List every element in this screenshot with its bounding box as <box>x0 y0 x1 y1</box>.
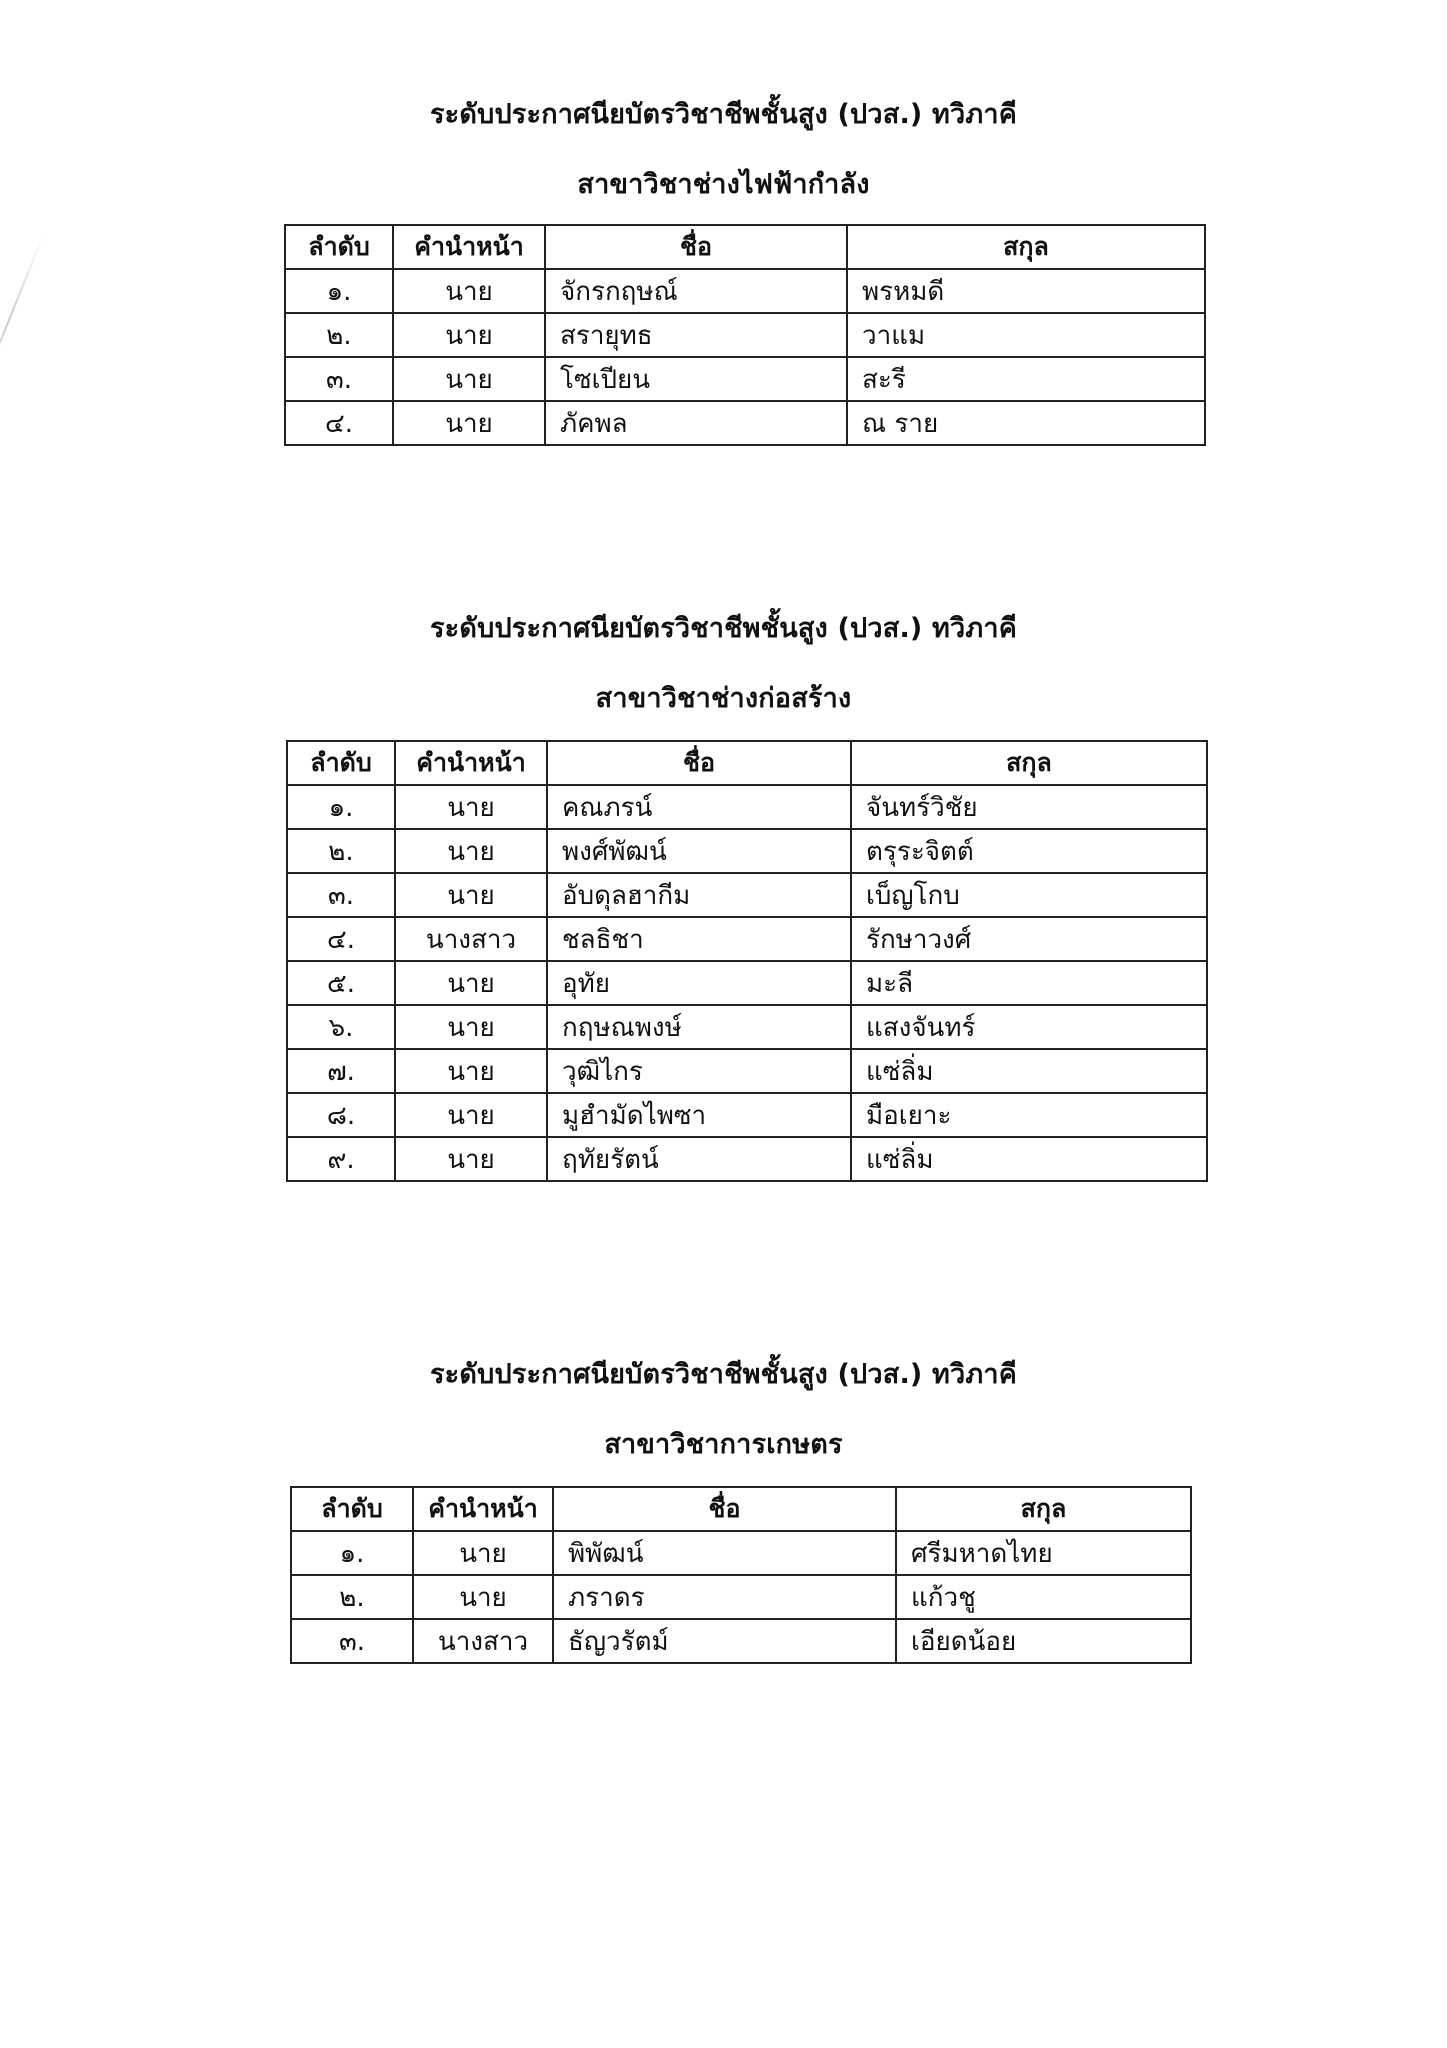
row-prefix: นาย <box>395 829 547 873</box>
row-prefix: นาย <box>395 1049 547 1093</box>
row-prefix: นาย <box>413 1575 553 1619</box>
row-first-name: วุฒิไกร <box>547 1049 851 1093</box>
table-row <box>287 829 1207 873</box>
row-index: ๔. <box>285 401 393 445</box>
row-index: ๒. <box>285 313 393 357</box>
row-last-name: พรหมดี <box>847 269 1205 313</box>
row-last-name: รักษาวงศ์ <box>851 917 1207 961</box>
row-last-name: ศรีมหาดไทย <box>896 1531 1191 1575</box>
section-1-level-heading: ระดับประกาศนียบัตรวิชาชีพชั้นสูง (ปวส.) ทวิภาคี <box>429 99 1018 130</box>
header-last-name: สกุล <box>847 225 1205 269</box>
table-row <box>287 1137 1207 1181</box>
table-row <box>287 785 1207 829</box>
section-1-table <box>284 224 1206 446</box>
table-row <box>287 1005 1207 1049</box>
row-prefix: นางสาว <box>395 917 547 961</box>
table-row <box>285 269 1205 313</box>
scan-artifact <box>0 236 44 404</box>
row-first-name: ฤทัยรัตน์ <box>547 1137 851 1181</box>
row-first-name: พิพัฒน์ <box>553 1531 896 1575</box>
row-index: ๒. <box>291 1575 413 1619</box>
table-header-row <box>291 1487 1191 1531</box>
row-last-name: แซ่ลิ่ม <box>851 1137 1207 1181</box>
table-row <box>287 873 1207 917</box>
row-first-name: กฤษณพงษ์ <box>547 1005 851 1049</box>
row-first-name: ภราดร <box>553 1575 896 1619</box>
table-header-row <box>287 741 1207 785</box>
header-index: ลำดับ <box>287 741 395 785</box>
header-first-name: ชื่อ <box>545 225 847 269</box>
section-3-program-heading: สาขาวิชาการเกษตร <box>604 1429 843 1460</box>
row-prefix: นาย <box>395 1093 547 1137</box>
row-prefix: นางสาว <box>413 1619 553 1663</box>
header-first-name: ชื่อ <box>553 1487 896 1531</box>
row-prefix: นาย <box>393 401 545 445</box>
row-index: ๖. <box>287 1005 395 1049</box>
row-last-name: เอียดน้อย <box>896 1619 1191 1663</box>
row-first-name: จักรกฤษณ์ <box>545 269 847 313</box>
table-row <box>285 401 1205 445</box>
row-first-name: คณภรน์ <box>547 785 851 829</box>
row-prefix: นาย <box>395 785 547 829</box>
section-1-program-heading: สาขาวิชาช่างไฟฟ้ากำลัง <box>577 169 870 200</box>
row-prefix: นาย <box>393 269 545 313</box>
header-prefix: คำนำหน้า <box>395 741 547 785</box>
section-2-table <box>286 740 1208 1182</box>
section-2-program-heading: สาขาวิชาช่างก่อสร้าง <box>595 683 852 714</box>
row-index: ๓. <box>285 357 393 401</box>
section-3-table <box>290 1486 1192 1664</box>
header-last-name: สกุล <box>851 741 1207 785</box>
row-prefix: นาย <box>395 961 547 1005</box>
row-prefix: นาย <box>395 1005 547 1049</box>
row-first-name: มูฮำมัดไพซา <box>547 1093 851 1137</box>
row-last-name: แสงจันทร์ <box>851 1005 1207 1049</box>
row-first-name: พงศ์พัฒน์ <box>547 829 851 873</box>
table-row <box>291 1531 1191 1575</box>
header-prefix: คำนำหน้า <box>413 1487 553 1531</box>
row-prefix: นาย <box>393 313 545 357</box>
table-row <box>287 1093 1207 1137</box>
row-first-name: อุทัย <box>547 961 851 1005</box>
table-header-row <box>285 225 1205 269</box>
row-prefix: นาย <box>395 873 547 917</box>
row-last-name: มือเยาะ <box>851 1093 1207 1137</box>
row-last-name: แซ่ลิ่ม <box>851 1049 1207 1093</box>
row-index: ๑. <box>285 269 393 313</box>
row-last-name: มะลี <box>851 961 1207 1005</box>
row-index: ๗. <box>287 1049 395 1093</box>
row-last-name: เบ็ญโกบ <box>851 873 1207 917</box>
row-last-name: แก้วชู <box>896 1575 1191 1619</box>
header-index: ลำดับ <box>285 225 393 269</box>
row-first-name: สรายุทธ <box>545 313 847 357</box>
row-index: ๑. <box>287 785 395 829</box>
row-index: ๙. <box>287 1137 395 1181</box>
row-first-name: อับดุลฮากีม <box>547 873 851 917</box>
row-index: ๘. <box>287 1093 395 1137</box>
table-row <box>287 961 1207 1005</box>
row-first-name: ธัญวรัตม์ <box>553 1619 896 1663</box>
row-last-name: ตรุระจิตต์ <box>851 829 1207 873</box>
header-last-name: สกุล <box>896 1487 1191 1531</box>
table-row <box>285 313 1205 357</box>
row-prefix: นาย <box>413 1531 553 1575</box>
row-index: ๔. <box>287 917 395 961</box>
row-last-name: จันทร์วิชัย <box>851 785 1207 829</box>
row-first-name: ภัคพล <box>545 401 847 445</box>
row-index: ๓. <box>291 1619 413 1663</box>
table-row <box>285 357 1205 401</box>
header-first-name: ชื่อ <box>547 741 851 785</box>
row-index: ๑. <box>291 1531 413 1575</box>
row-last-name: วาแม <box>847 313 1205 357</box>
row-last-name: สะรี <box>847 357 1205 401</box>
row-prefix: นาย <box>395 1137 547 1181</box>
row-index: ๕. <box>287 961 395 1005</box>
table-row <box>291 1575 1191 1619</box>
row-prefix: นาย <box>393 357 545 401</box>
section-3-level-heading: ระดับประกาศนียบัตรวิชาชีพชั้นสูง (ปวส.) ทวิภาคี <box>429 1359 1018 1390</box>
section-2-level-heading: ระดับประกาศนียบัตรวิชาชีพชั้นสูง (ปวส.) ทวิภาคี <box>429 613 1018 644</box>
row-index: ๓. <box>287 873 395 917</box>
row-last-name: ณ ราย <box>847 401 1205 445</box>
row-index: ๒. <box>287 829 395 873</box>
header-prefix: คำนำหน้า <box>393 225 545 269</box>
row-first-name: โซเปียน <box>545 357 847 401</box>
header-index: ลำดับ <box>291 1487 413 1531</box>
row-first-name: ชลธิชา <box>547 917 851 961</box>
table-row <box>287 917 1207 961</box>
table-row <box>287 1049 1207 1093</box>
table-row <box>291 1619 1191 1663</box>
